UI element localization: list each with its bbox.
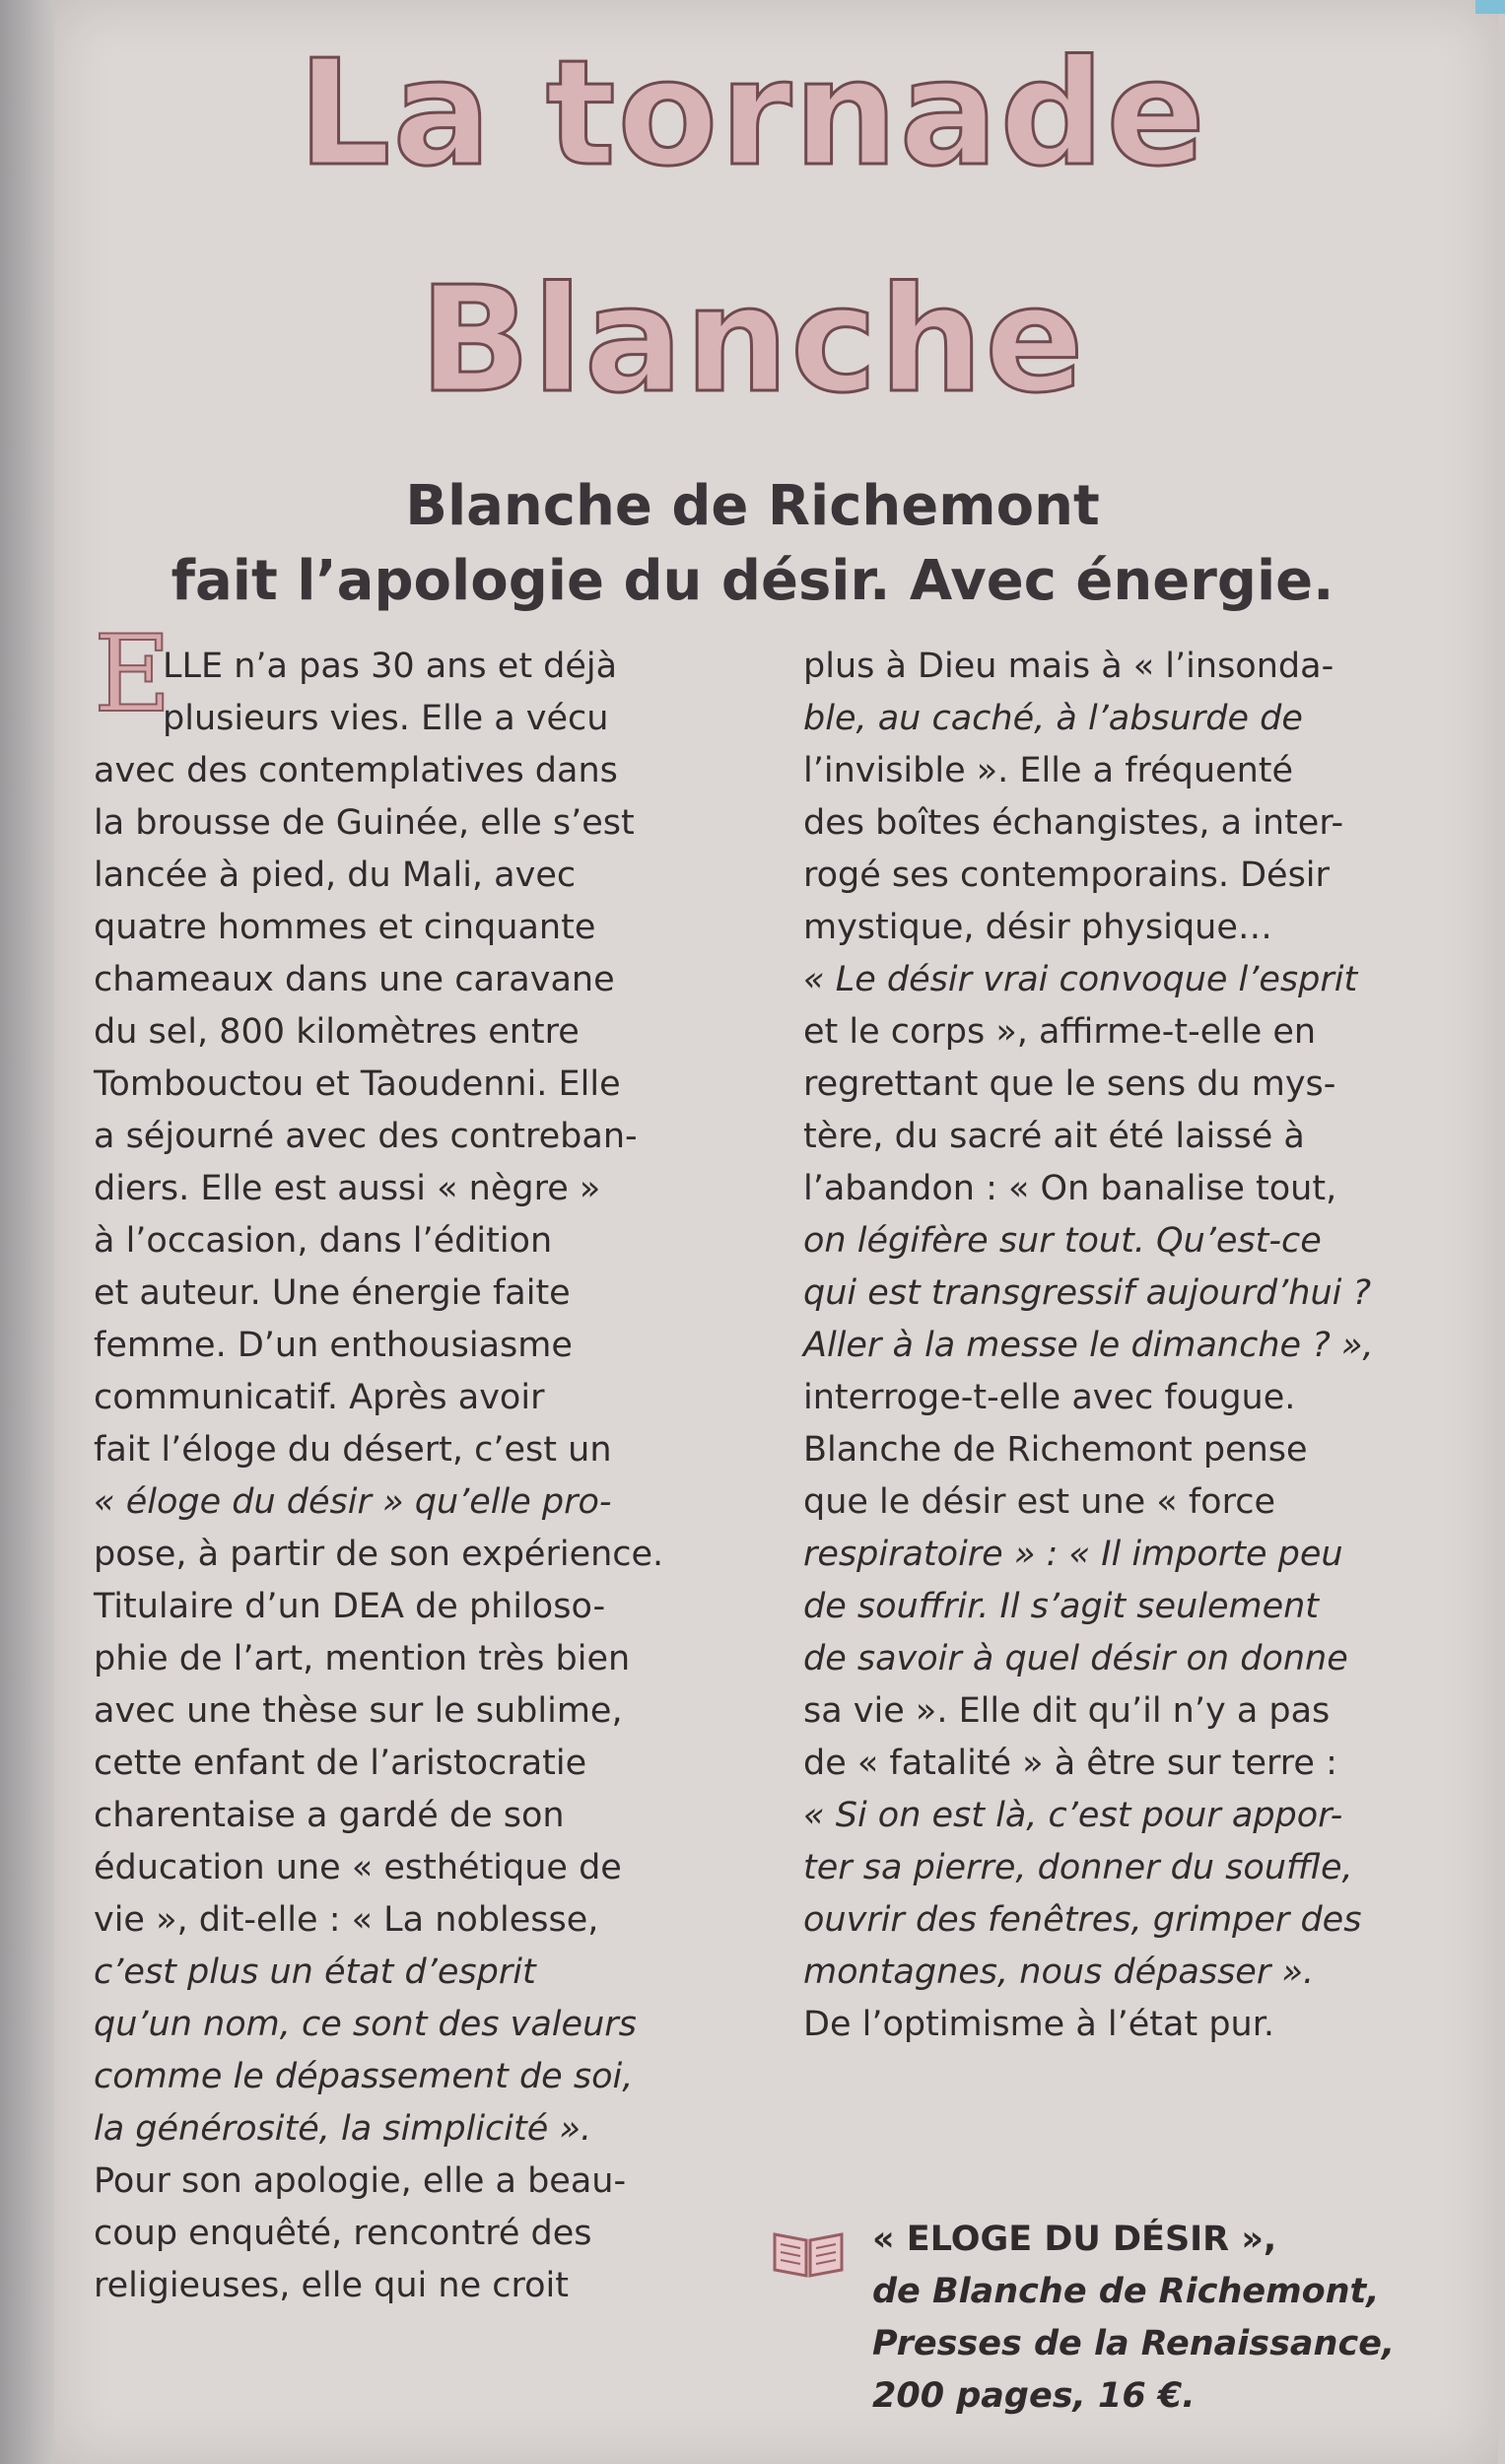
text-line: Titulaire d’un DEA de philoso- [94, 1587, 606, 1626]
text-line: avec des contemplatives dans [94, 751, 618, 790]
text-line: on légifère sur tout. Qu’est-ce [803, 1221, 1322, 1261]
text-line: la générosité, la simplicité ». [94, 2109, 592, 2149]
text-line: diers. Elle est aussi « nègre » [94, 1169, 601, 1208]
text-line: de savoir à quel désir on donne [803, 1639, 1348, 1678]
text-line: éducation une « esthétique de [94, 1848, 622, 1887]
text-line: plus à Dieu mais à « l’insonda- [803, 647, 1334, 686]
text-line: de « fatalité » à être sur terre : [803, 1744, 1337, 1783]
text-line: avec une thèse sur le sublime, [94, 1691, 623, 1731]
headline-line-1: La tornade [298, 29, 1207, 198]
text-line: c’est plus un état d’esprit [94, 1952, 536, 1992]
drop-cap: E [94, 613, 171, 736]
book-title: « ELOGE DU DÉSIR », [872, 2220, 1277, 2259]
subtitle-line-2: fait l’apologie du désir. Avec énergie. [171, 549, 1334, 613]
text-line: qui est transgressif aujourd’hui ? [803, 1273, 1372, 1313]
text-line: communicatif. Après avoir [94, 1378, 545, 1417]
text-line: femme. D’un enthousiasme [94, 1326, 573, 1365]
text-line: la brousse de Guinée, elle s’est [94, 803, 635, 843]
text-line: respiratoire » : « Il importe peu [803, 1535, 1343, 1574]
text-line: tère, du sacré ait été laissé à [803, 1117, 1305, 1156]
text-line: a séjourné avec des contreban- [94, 1117, 638, 1156]
text-line: Pour son apologie, elle a beau- [94, 2161, 627, 2201]
text-line: « éloge du désir » qu’elle pro- [94, 1482, 612, 1522]
article-column-2 [803, 641, 1429, 2051]
article-column-1 [94, 641, 734, 2312]
book-publisher: Presses de la Renaissance, [872, 2324, 1396, 2363]
open-book-icon [769, 2223, 848, 2282]
book-author: de Blanche de Richemont, [872, 2272, 1380, 2311]
text-line: coup enquêté, rencontré des [94, 2214, 592, 2253]
text-line: fait l’éloge du désert, c’est un [94, 1430, 612, 1470]
subtitle-line-1: Blanche de Richemont [405, 474, 1100, 538]
text-line: chameaux dans une caravane [94, 960, 615, 999]
text-line: charentaise a gardé de son [94, 1796, 565, 1835]
text-line: plusieurs vies. Elle a vécu [163, 699, 609, 738]
text-line: sa vie ». Elle dit qu’il n’y a pas [803, 1691, 1331, 1731]
text-line: cette enfant de l’aristocratie [94, 1744, 587, 1783]
text-line: comme le dépassement de soi, [94, 2057, 634, 2096]
text-line: des boîtes échangistes, a inter- [803, 803, 1344, 843]
text-line: religieuses, elle qui ne croit [94, 2266, 569, 2305]
text-line: rogé ses contemporains. Désir [803, 856, 1330, 895]
text-line: ble, au caché, à l’absurde de [803, 699, 1303, 738]
text-line: du sel, 800 kilomètres entre [94, 1012, 580, 1052]
text-line: vie », dit-elle : « La noblesse, [94, 1900, 599, 1940]
text-line: ouvrir des fenêtres, grimper des [803, 1900, 1362, 1940]
text-line: de souffrir. Il s’agit seulement [803, 1587, 1320, 1626]
corner-mark [1475, 0, 1505, 14]
text-line: et le corps », affirme-t-elle en [803, 1012, 1317, 1052]
text-line: à l’occasion, dans l’édition [94, 1221, 553, 1261]
text-line: et auteur. Une énergie faite [94, 1273, 571, 1313]
text-line: que le désir est une « force [803, 1482, 1275, 1522]
text-line: De l’optimisme à l’état pur. [803, 2005, 1275, 2044]
text-line: quatre hommes et cinquante [94, 908, 596, 947]
text-line: mystique, désir physique… [803, 908, 1272, 947]
text-line: « Le désir vrai convoque l’esprit [803, 960, 1358, 999]
text-line: Aller à la messe le dimanche ? », [803, 1326, 1374, 1365]
text-line: qu’un nom, ce sont des valeurs [94, 2005, 637, 2044]
text-line: lancée à pied, du Mali, avec [94, 856, 577, 895]
text-line: LLE n’a pas 30 ans et déjà [163, 647, 618, 686]
text-line: Blanche de Richemont pense [803, 1430, 1308, 1470]
text-line: « Si on est là, c’est pour appor- [803, 1796, 1343, 1835]
text-line: regrettant que le sens du mys- [803, 1064, 1336, 1104]
text-line: l’abandon : « On banalise tout, [803, 1169, 1337, 1208]
text-line: pose, à partir de son expérience. [94, 1535, 664, 1574]
text-line: montagnes, nous dépasser ». [803, 1952, 1315, 1992]
text-line: Tombouctou et Taoudenni. Elle [94, 1064, 621, 1104]
headline-line-2: Blanche [419, 255, 1086, 425]
book-details: 200 pages, 16 €. [872, 2376, 1196, 2416]
text-line: interroge-t-elle avec fougue. [803, 1378, 1296, 1417]
text-line: l’invisible ». Elle a fréquenté [803, 751, 1294, 790]
text-line: ter sa pierre, donner du souffle, [803, 1848, 1353, 1887]
text-line: phie de l’art, mention très bien [94, 1639, 631, 1678]
